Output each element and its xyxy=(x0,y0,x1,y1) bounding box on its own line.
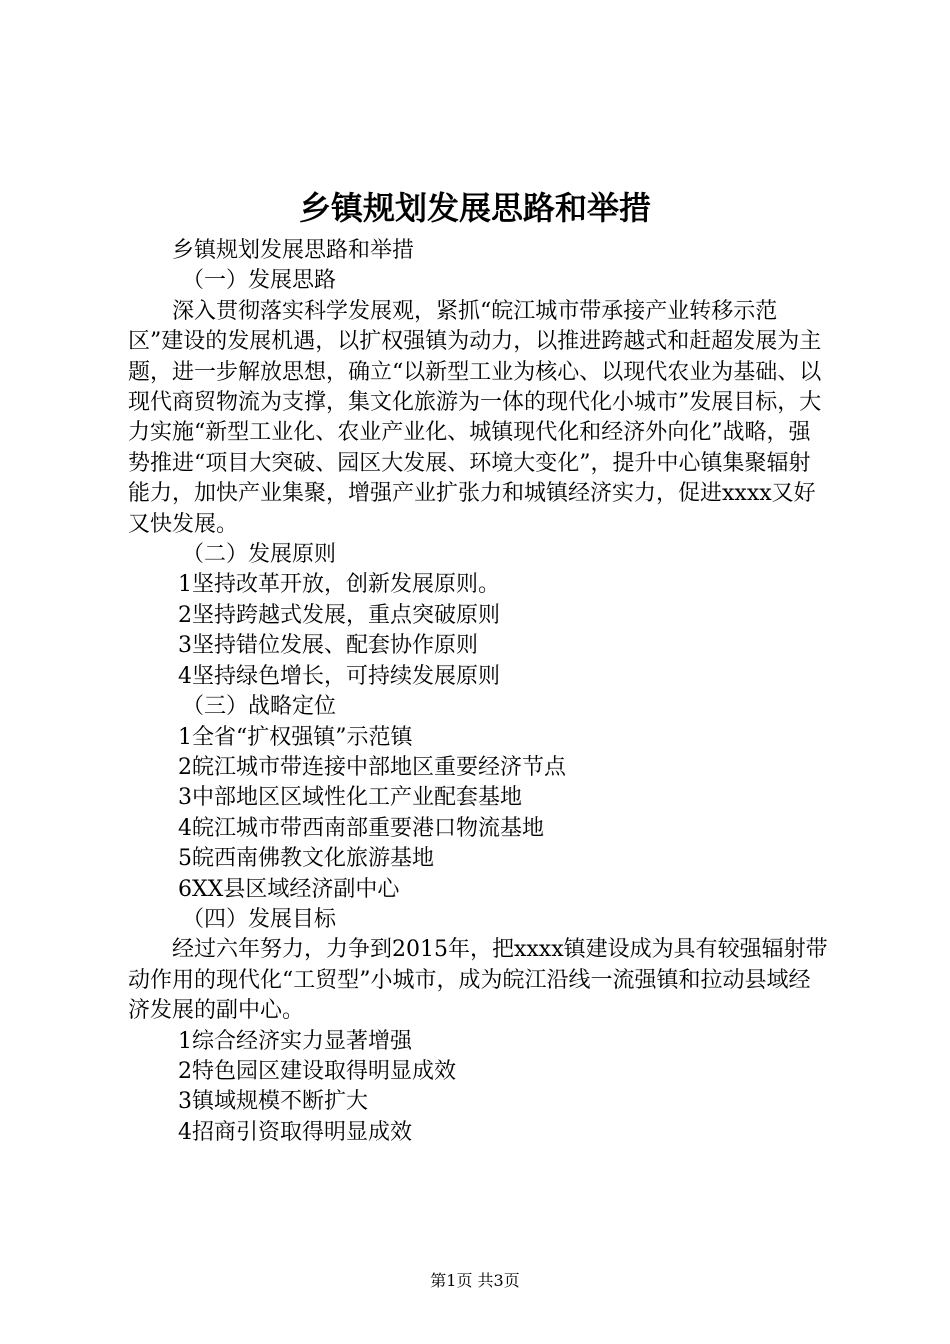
list-item: 2皖江城市带连接中部地区重要经济节点 xyxy=(178,754,566,780)
list-item: 3坚持错位发展、配套协作原则 xyxy=(178,633,478,659)
list-item: 1全省“扩权强镇”示范镇 xyxy=(178,724,413,750)
list-item: 1综合经济实力显著增强 xyxy=(178,1028,412,1054)
list-item: 2坚持跨越式发展，重点突破原则 xyxy=(178,602,500,628)
section-heading-4: （四）发展目标 xyxy=(182,906,337,932)
paragraph-subtitle: 乡镇规划发展思路和举措 xyxy=(172,238,415,263)
list-item: 1坚持改革开放，创新发展原则。 xyxy=(178,572,500,598)
document-body xyxy=(128,236,828,1148)
list-item: 2特色园区建设取得明显成效 xyxy=(178,1058,456,1084)
list-item: 3中部地区区域性化工产业配套基地 xyxy=(178,785,522,811)
page-footer: 第1页 共3页 xyxy=(430,1271,520,1290)
list-item: 6XX县区域经济副中心 xyxy=(178,876,400,902)
list-item: 4皖江城市带西南部重要港口物流基地 xyxy=(178,815,544,841)
list-item: 3镇域规模不断扩大 xyxy=(178,1089,368,1115)
section-heading-3: （三）战略定位 xyxy=(182,694,337,720)
document-title: 乡镇规划发展思路和举措 xyxy=(298,189,651,227)
list-item: 4招商引资取得明显成效 xyxy=(178,1119,412,1145)
paragraph-approach: 深入贯彻落实科学发展观，紧抓“皖江城市带承接产业转移示范区”建设的发展机遇，以扩权强镇为动力，以推进跨越式和赶超发展为主题，进一步解放思想，确立“以新型工业为核心、以现代农业为基础、以现代商贸物流为支撑，集文化旅游为一体的现代化小城市”发展目标，大力实施“新型工业化、农业产业化、城镇现代化和经济外向化”战略，强势推进“项目大突破、园区大发展、环境大变化”，提升中心镇集聚辐射能力，加快产业集聚，增强产业扩张力和城镇经济实力，促进xxxx又好又快发展。 xyxy=(128,298,822,537)
list-item: 4坚持绿色增长，可持续发展原则 xyxy=(178,663,500,689)
section-heading-1: （一）发展思路 xyxy=(182,268,337,294)
section-heading-2: （二）发展原则 xyxy=(182,542,337,568)
paragraph-goal: 经过六年努力，力争到2015年，把xxxx镇建设成为具有较强辐射带动作用的现代化“工贸型”小城市，成为皖江沿线一流强镇和拉动县域经济发展的副中心。 xyxy=(128,937,828,1024)
list-item: 5皖西南佛教文化旅游基地 xyxy=(178,846,434,872)
